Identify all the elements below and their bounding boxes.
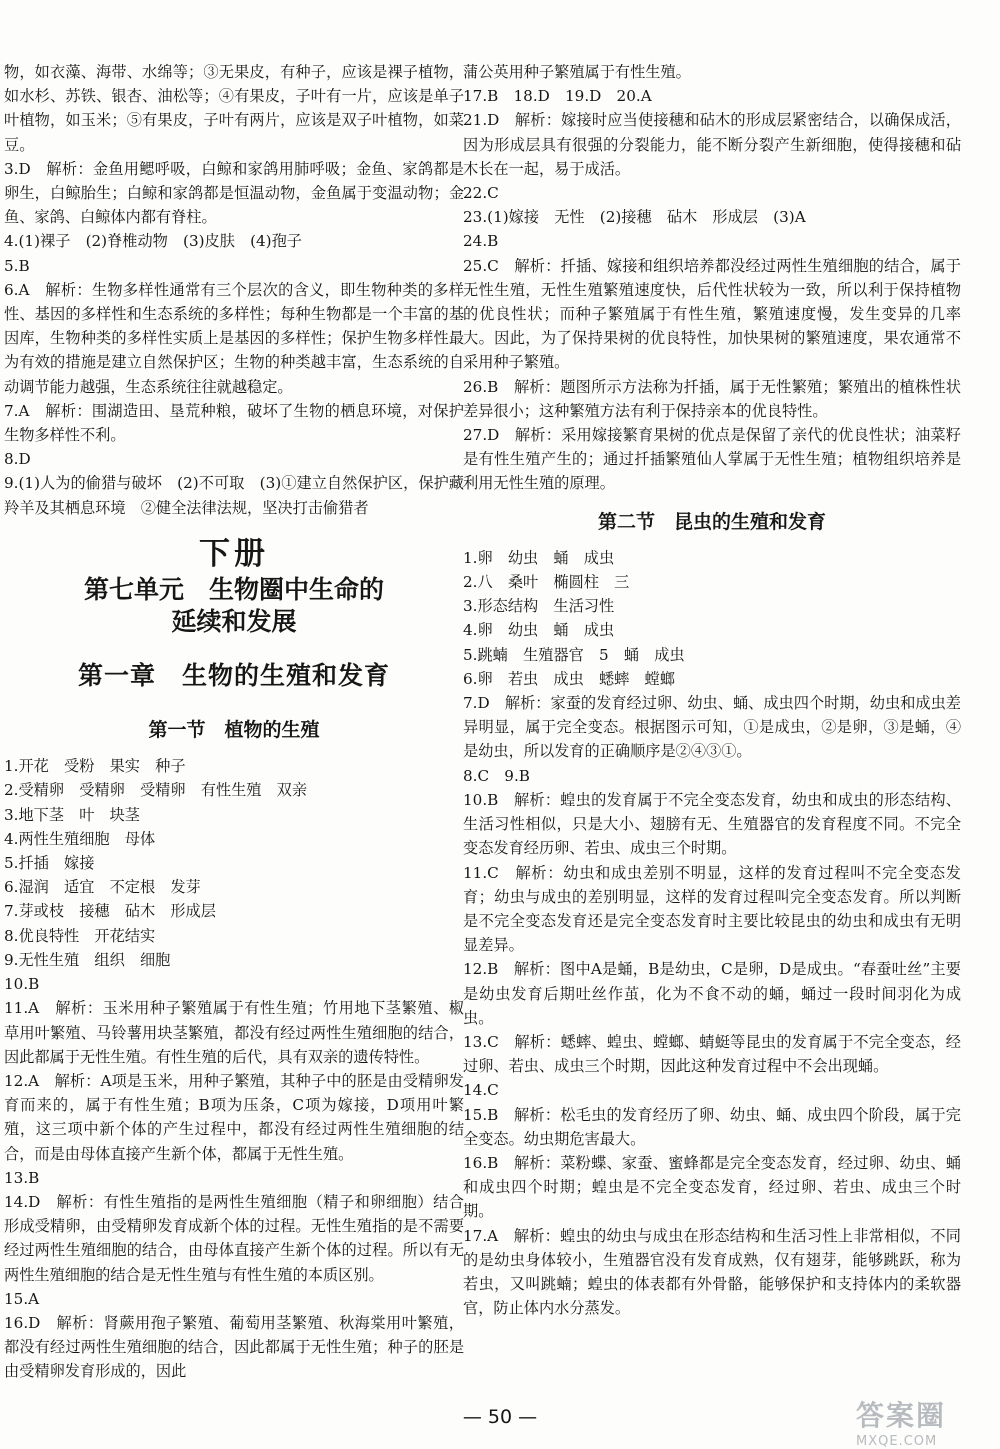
answer-item: 25.C 解析：扦插、嫁接和组织培养都没经过两性生殖细胞的结合，属于无性生殖，无性生殖繁殖速度快，后代性状较为一致，所以利于保持植物的优良性状；而种子繁殖属于有性生殖，繁殖速度慢，发生变异的几率大。因此，为了保持果树的优良特性，加快果树的繁殖速度，果农通常不采用种子繁殖。 — [463, 256, 961, 372]
answer-item: 3.形态结构 生活习性 — [463, 597, 615, 616]
answer-item: 4.卵 幼虫 蛹 成虫 — [463, 621, 615, 640]
answer-item: 2.受精卵 受精卵 受精卵 有性生殖 双亲 — [4, 781, 308, 800]
unit-title-line1: 第七单元 生物圈中生命的 — [83, 574, 384, 604]
watermark-logo — [856, 1394, 996, 1449]
answer-item: 物，如衣藻、海带、水绵等；③无果皮，有种子，应该是裸子植物，如水杉、苏铁、银杏、油松等；④有果皮，子叶有一片，应该是单子叶植物，如玉米；⑤有果皮，子叶有两片，应该是双子叶植物，如菜豆。 — [4, 63, 464, 154]
answer-item: 12.A 解析：A项是玉米，用种子繁殖，其种子中的胚是由受精卵发育而来的，属于有性生殖；B项为压条，C项为嫁接，D项用叶繁殖，这三项中新个体的产生过程中，都没有经过两性生殖细胞的结合，而是由母体直接产生新个体，都属于无性生殖。 — [4, 1071, 464, 1163]
answer-item: 24.B — [463, 232, 499, 251]
answer-item: 7.D 解析：家蚕的发育经过卵、幼虫、蛹、成虫四个时期，幼虫和成虫差异明显，属于完全变态。根据图示可知，①是成虫，②是卵，③是蛹，④是幼虫，所以发育的正确顺序是②④③①。 — [463, 694, 961, 761]
section2-answer-list — [463, 546, 961, 1321]
right-column — [463, 60, 961, 1320]
answer-item: 7.芽或枝 接穗 砧木 形成层 — [4, 902, 216, 921]
answer-item: 13.C 解析：蟋蟀、蝗虫、螳螂、蜻蜓等昆虫的发育属于不完全变态，经过卵、若虫、成虫三个时期，因此这种发育过程中不会出现蛹。 — [463, 1032, 961, 1076]
answer-item: 8.C 9.B — [463, 766, 530, 785]
answer-item: 16.D 解析：肾蕨用孢子繁殖、葡萄用茎繁殖、秋海棠用叶繁殖，都没有经过两性生殖细胞的结合，因此都属于无性生殖；种子的胚是由受精卵发育形成的，因此 — [4, 1313, 464, 1381]
answer-item: 5.B — [4, 256, 30, 275]
answer-item: 3.地下茎 叶 块茎 — [4, 805, 140, 824]
answer-item: 5.跳蝻 生殖器官 5 蛹 成虫 — [463, 645, 685, 664]
section2-title: 第二节 昆虫的生殖和发育 — [597, 510, 826, 533]
answer-item: 16.B 解析：菜粉蝶、家蚕、蜜蜂都是完全变态发育，经过卵、幼虫、蛹和成虫四个时期；蝗虫是不完全变态发育，经过卵、若虫、成虫三个时期。 — [463, 1153, 961, 1221]
answer-item: 4.两性生殖细胞 母体 — [4, 829, 156, 848]
watermark-text: 答案圈 — [856, 1399, 947, 1432]
answer-item: 11.A 解析：玉米用种子繁殖属于有性生殖；竹用地下茎繁殖、椒草用叶繁殖、马铃薯用块茎繁殖，都没有经过两性生殖细胞的结合，因此都属于无性生殖。有性生殖的后代，具有双亲的遗传特性。 — [4, 999, 464, 1066]
answer-item: 21.D 解析：嫁接时应当使接穗和砧木的形成层紧密结合，以确保成活，因为形成层具有很强的分裂能力，能不断分裂产生新细胞，使得接穗和砧木长在一起，易于成活。 — [463, 111, 961, 178]
left-answer-list — [4, 60, 464, 520]
answer-item: 1.卵 幼虫 蛹 成虫 — [463, 548, 615, 567]
answer-item: 8.优良特性 开花结实 — [4, 926, 156, 945]
answer-item: 9.无性生殖 组织 细胞 — [4, 950, 171, 969]
answer-item: 4.(1)裸子 (2)脊椎动物 (3)皮肤 (4)孢子 — [4, 232, 302, 251]
unit-title-line2: 延续和发展 — [171, 606, 297, 636]
answer-item: 22.C — [463, 184, 499, 203]
answer-item: 2.八 桑叶 椭圆柱 三 — [463, 573, 630, 592]
right-answer-list — [463, 60, 961, 496]
answer-item: 17.A 解析：蝗虫的幼虫与成虫在形态结构和生活习性上非常相似，不同的是幼虫身体较小，生殖器官没有发育成熟，仅有翅芽，能够跳跃，称为若虫，又叫跳蝻；蝗虫的体表都有外骨骼，能够保护和支持体内的柔软器官，防止体内水分蒸发。 — [463, 1226, 961, 1318]
answer-item: 9.(1)人为的偷猎与破坏 (2)不可取 (3)①建立自然保护区，保护藏羚羊及其栖息环境 ②健全法律法规，坚决打击偷猎者 — [4, 474, 464, 517]
answer-item: 14.C — [463, 1081, 499, 1100]
answer-item: 12.B 解析：图中A是蛹，B是幼虫，C是卵，D是成虫。“春蚕吐丝”主要是幼虫发育后期吐丝作茧，化为不食不动的蛹，蛹过一段时间羽化为成虫。 — [463, 960, 961, 1027]
answer-item: 蒲公英用种子繁殖属于有性生殖。 — [463, 63, 691, 81]
page-number: — 50 — — [462, 1406, 538, 1428]
answer-item: 11.C 解析：幼虫和成虫差别不明显，这样的发育过程叫不完全变态发育；幼虫与成虫的差别明显，这样的发育过程叫完全变态发育。所以判断是不完全变态发育还是完全变态发育时主要比较昆虫的幼虫和成虫有无明显差异。 — [463, 863, 961, 955]
watermark-url: MXQE.COM — [856, 1434, 938, 1449]
unit-heading — [4, 534, 464, 638]
answer-item: 5.扦插 嫁接 — [4, 854, 95, 873]
answer-item: 14.D 解析：有性生殖指的是两性生殖细胞（精子和卵细胞）结合形成受精卵，由受精卵发育成新个体的过程。无性生殖指的是不需要经过两性生殖细胞的结合，由母体直接产生新个体的过程。所以有无两性生殖细胞的结合是无性生殖与有性生殖的本质区别。 — [4, 1192, 464, 1284]
answer-item: 17.B 18.D 19.D 20.A — [463, 87, 652, 106]
answer-item: 13.B — [4, 1168, 40, 1187]
answer-item: 1.开花 受粉 果实 种子 — [4, 757, 186, 776]
section1-title: 第一节 植物的生殖 — [148, 719, 320, 742]
answer-item: 15.B 解析：松毛虫的发育经历了卵、幼虫、蛹、成虫四个阶段，属于完全变态。幼虫期危害最大。 — [463, 1105, 961, 1148]
volume-title: 下册 — [199, 535, 269, 572]
answer-item: 6.卵 若虫 成虫 蟋蟀 螳螂 — [463, 669, 675, 688]
answer-item: 23.(1)嫁接 无性 (2)接穗 砧木 形成层 (3)A — [463, 208, 806, 227]
answer-item: 3.D 解析：金鱼用鳃呼吸，白鲸和家鸽用肺呼吸；金鱼、家鸽都是卵生，白鲸胎生；白鲸和家鸽都是恒温动物，金鱼属于变温动物；金鱼、家鸽、白鲸体内都有脊柱。 — [4, 159, 464, 227]
chapter-title: 第一章 生物的生殖和发育 — [77, 660, 390, 690]
answer-item: 8.D — [4, 450, 31, 469]
answer-item: 7.A 解析：围湖造田、垦荒种粮，破坏了生物的栖息环境，对保护生物多样性不利。 — [4, 401, 464, 445]
answer-item: 6.A 解析：生物多样性通常有三个层次的含义，即生物种类的多样性、基因的多样性和生态系统的多样性；每种生物都是一个丰富的基因库，生物种类的多样性实质上是基因的多样性；保护生物多样性最为有效的措施是建立自然保护区；生物的种类越丰富，生态系统的自动调节能力越强，生态系统往往就越稳定。 — [4, 280, 464, 396]
answer-item: 10.B 解析：蝗虫的发育属于不完全变态发育，幼虫和成虫的形态结构、生活习性相似，只是大小、翅膀有无、生殖器官的发育程度不同。不完全变态发育经历卵、若虫、成虫三个时期。 — [463, 790, 961, 858]
answer-item: 26.B 解析：题图所示方法称为扦插，属于无性繁殖；繁殖出的植株性状差异很小；这种繁殖方法有利于保持亲本的优良特性。 — [463, 377, 961, 420]
answer-item: 6.湿润 适宜 不定根 发芽 — [4, 878, 201, 897]
answer-item: 27.D 解析：采用嫁接繁育果树的优点是保留了亲代的优良性状；油菜籽是有性生殖产生的；通过扦插繁殖仙人掌属于无性生殖；植物组织培养是利用无性生殖的原理。 — [463, 426, 961, 493]
answer-item: 10.B — [4, 975, 40, 994]
left-column — [4, 60, 464, 1384]
answer-item: 15.A — [4, 1289, 40, 1308]
section1-answer-list — [4, 754, 464, 1383]
